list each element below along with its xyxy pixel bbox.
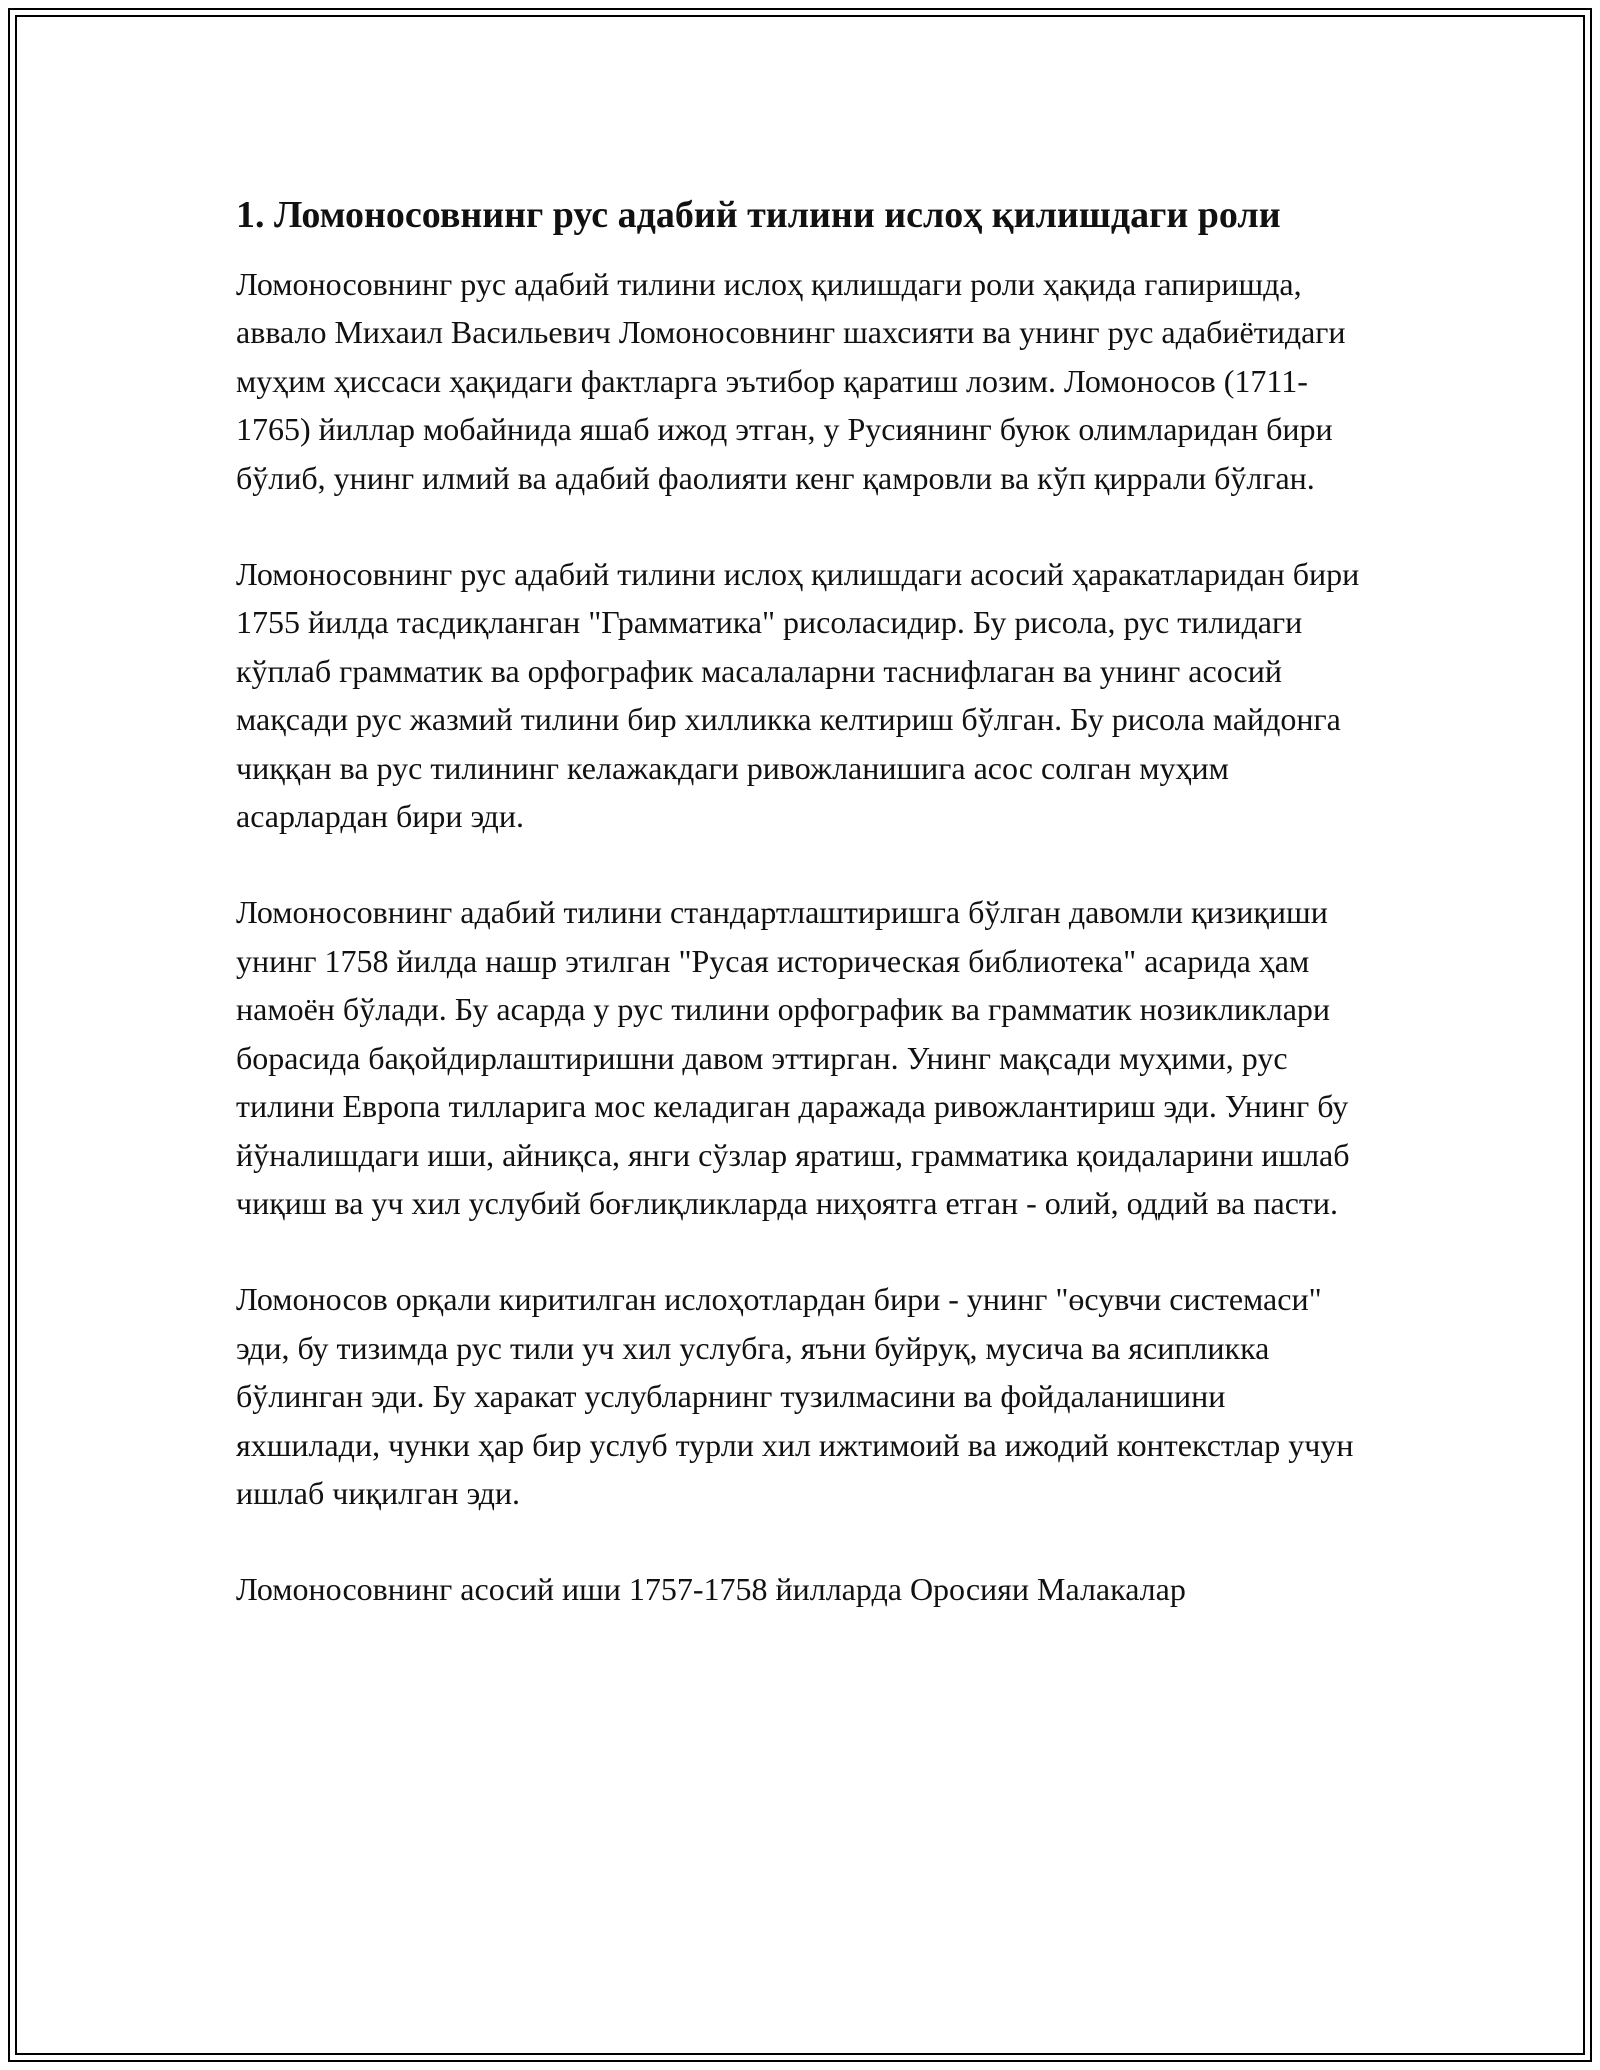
paragraph-4: Ломоносов орқали киритилган ислоҳотлардан бири - унинг "өсувчи системаси" эди, бу тизимда рус тили уч хил услубга, яъни буйруқ, мусича ва ясипликка бўлинган эди. Бу харакат услубларнинг тузилмасини ва фойдаланишини яхшилади, чунки ҳар бир услуб турли хил ижтимоий ва ижодий контекстлар учун ишлаб чиқилган эди. (236, 1281, 1354, 1511)
paragraph-2: Ломоносовнинг рус адабий тилини ислоҳ қилишдаги асосий ҳаракатларидан бири 1755 йилда тасдиқланган "Грамматика" рисоласидир. Бу рисола, рус тилидаги кўплаб грамматик ва орфографик масалаларни таснифлаган ва унинг асосий мақсади рус жазмий тилини бир хилликка келтириш бўлган. Бу рисола майдонга чиққан ва рус тилининг келажакдаги ривожланишига асос солган муҳим асарлардан бири эди. (236, 556, 1360, 835)
document-body (236, 188, 1376, 1662)
paragraph-3: Ломоносовнинг адабий тилини стандартлаштиришга бўлган давомли қизиқиши унинг 1758 йилда нашр этилган "Русая историческая библиотека" асарида ҳам намоён бўлади. Бу асарда у рус тилини орфографик ва грамматик нозикликлари борасида бақойдирлаштиришни давом эттирган. Унинг мақсади муҳими, рус тилини Европа тилларига мос келадиган даражада ривожлантириш эди. Унинг бу йўналишдаги иши, айниқса, янги сўзлар яратиш, грамматика қоидаларини ишлаб чиқиш ва уч хил услубий боғлиқликларда ниҳоятга етган - олий, оддий ва пасти. (236, 894, 1350, 1221)
document-heading: 1. Ломоносовнинг рус адабий тилини ислоҳ қилишдаги роли (236, 194, 1281, 236)
paragraph-5: Ломоносовнинг асосий иши 1757-1758 йилларда Оросияи Малакалар (236, 1571, 1186, 1608)
paragraph-1: Ломоносовнинг рус адабий тилини ислоҳ қилишдаги роли ҳақида гапиришда, аввало Михаил Васильевич Ломоносовнинг шахсияти ва унинг рус адабиётидаги муҳим ҳиссаси ҳақидаги фактларга эътибор қаратиш лозим. Ломоносов (1711-1765) йиллар мобайнида яшаб ижод этган, у Русиянинг буюк олимларидан бири бўлиб, унинг илмий ва адабий фаолияти кенг қамровли ва кўп қиррали бўлган. (236, 266, 1346, 496)
